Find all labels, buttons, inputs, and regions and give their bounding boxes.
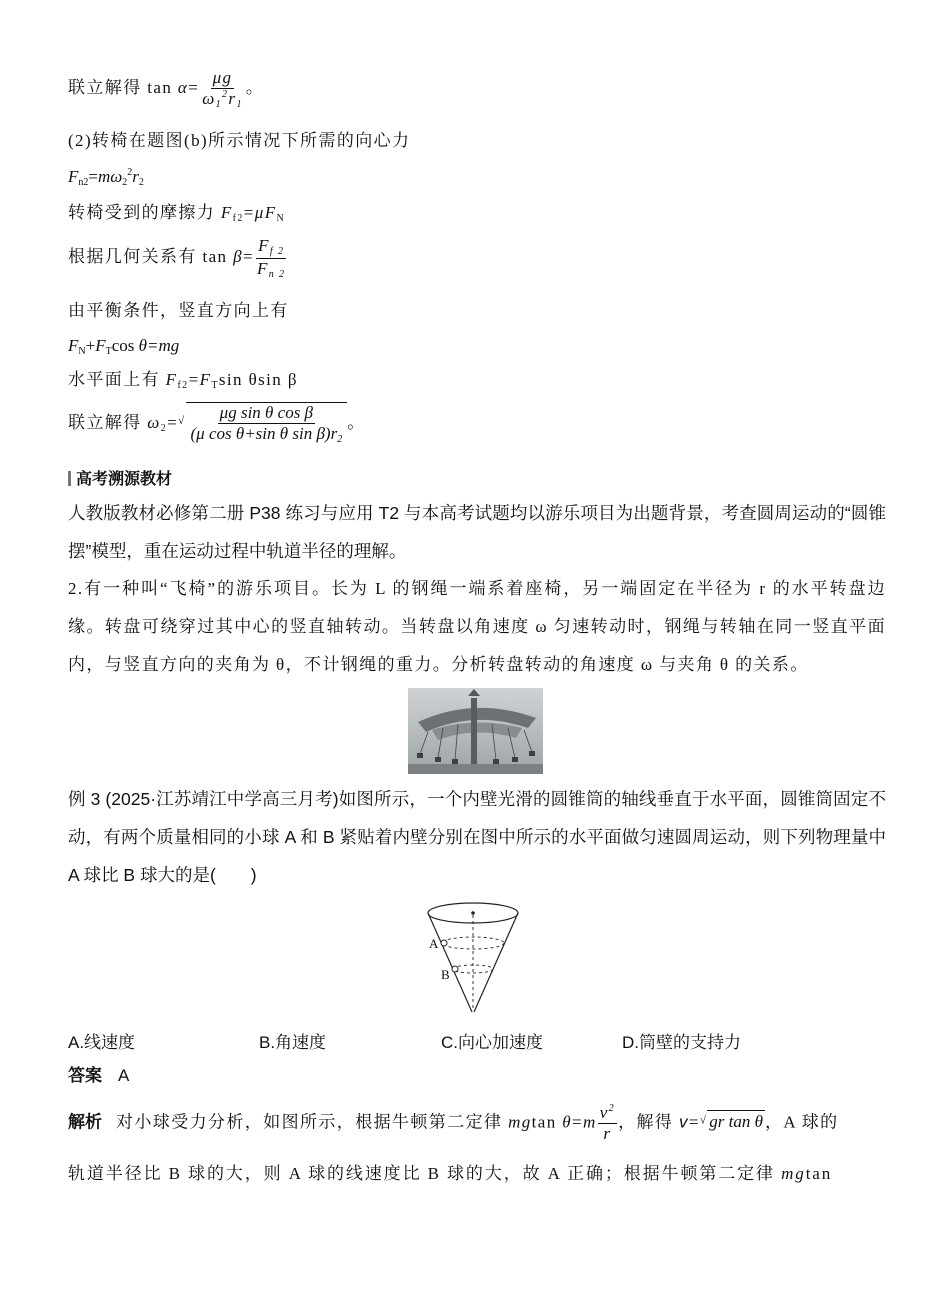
problem-2-text: 2.有一种叫“飞椅”的游乐项目。长为 L 的钢绳一端系着座椅，另一端固定在半径为 r 的水平转盘边缘。转盘可绕穿过其中心的竖直轴转动。当转盘以角速度 ω 匀速转动时，钢绳与转轴在同一竖直平面内，与竖直方向的夹角为 θ，不计钢绳的重力。分析转盘转动的角速度 ω 与夹角 θ 的关系。 [68,579,886,674]
answer-value: A [118,1066,130,1085]
sqrt-gr-tan: gr tan θ [709,1112,763,1132]
sqrt-expression [186,402,348,446]
solution-line-3: $F_{n2}=m\omega_2^2r_2$ [68,167,144,188]
solution-line-4: 转椅受到的摩擦力 $F_{f2}=\mu F_N$ [68,203,286,224]
option-a: A.线速度 [68,1033,136,1052]
solution-line-9: 联立解得 $\omega_2=^√$ $\frac{\text{μg sin θ cos β}}{(\mu \cos \theta+\sin \theta \sin \beta)r_2}$ 。 [68,403,366,445]
answer-line [68,1066,129,1086]
analysis-line-1: 解析 对小球受力分析，如图所示，根据牛顿第二定律 mgtan θ=m $\frac{v^2}{r}$ ，解得 v=√ gr tan θ ，A 球的 [68,1103,839,1143]
fraction-omega2: $\frac{\text{μg sin θ cos β}}{(\mu \cos \theta+\sin \theta \sin \beta)r_2}$ [190,403,343,445]
solution-line-7: $F_N+F_T\cos$ θ=mg [68,336,180,357]
analysis-label: 解析 [68,1112,102,1132]
label-b: B [441,967,450,982]
option-d: D.筒壁的支持力 [622,1033,741,1052]
fraction-tan-alpha: $\frac{\mu g}{\omega_1^2r_1}$ [202,68,243,110]
example-3-text: 例 3 (2025·江苏靖江中学高三月考)如图所示，一个内壁光滑的圆锥筒的轴线垂直于水平面，圆锥筒固定不动，有两个质量相同的小球 A 和 B 紧贴着内壁分别在图中所示的水平面做匀速圆周运动，则下列物理量中 A 球比 B 球大的是( ) [68,789,886,885]
flying-chair-photo [408,688,543,774]
cone-figure [422,898,524,1016]
solution-line-1: 联立解得 tan α= $\frac{\mu g}{\omega_1^2r_1}$ 。 [68,68,265,110]
solution-line-8: 水平面上有 $F_{f2}=F_T\sin$ θsin β [68,370,298,391]
fraction-v2-r: $\frac{v^2}{r}$ [599,1103,616,1143]
source-heading: 高考溯源教材 [68,466,172,489]
option-b: B.角速度 [259,1033,327,1052]
option-c: C.向心加速度 [441,1033,543,1052]
answer-label: 答案 [68,1066,102,1085]
source-paragraph: 人教版教材必修第二册 P38 练习与应用 T2 与本高考试题均以游乐项目为出题背景，考查圆周运动的“圆锥摆”模型，重在运动过程中轨道半径的理解。 [68,503,886,561]
solution-line-5: 根据几何关系有 tan β= $\frac{F_{f 2}}{F_{n 2}}$ [68,236,286,280]
fraction-tan-beta: $\frac{F_{f 2}}{F_{n 2}}$ [256,236,286,280]
solution-line-6: 由平衡条件，竖直方向上有 [68,301,289,320]
analysis-line-2: 轨道半径比 B 球的大，则 A 球的线速度比 B 球的大，故 A 正确；根据牛顿第二定律 mgtan [68,1164,833,1183]
solution-line-2: (2)转椅在题图(b)所示情况下所需的向心力 [68,131,411,150]
label-a: A [429,936,439,951]
